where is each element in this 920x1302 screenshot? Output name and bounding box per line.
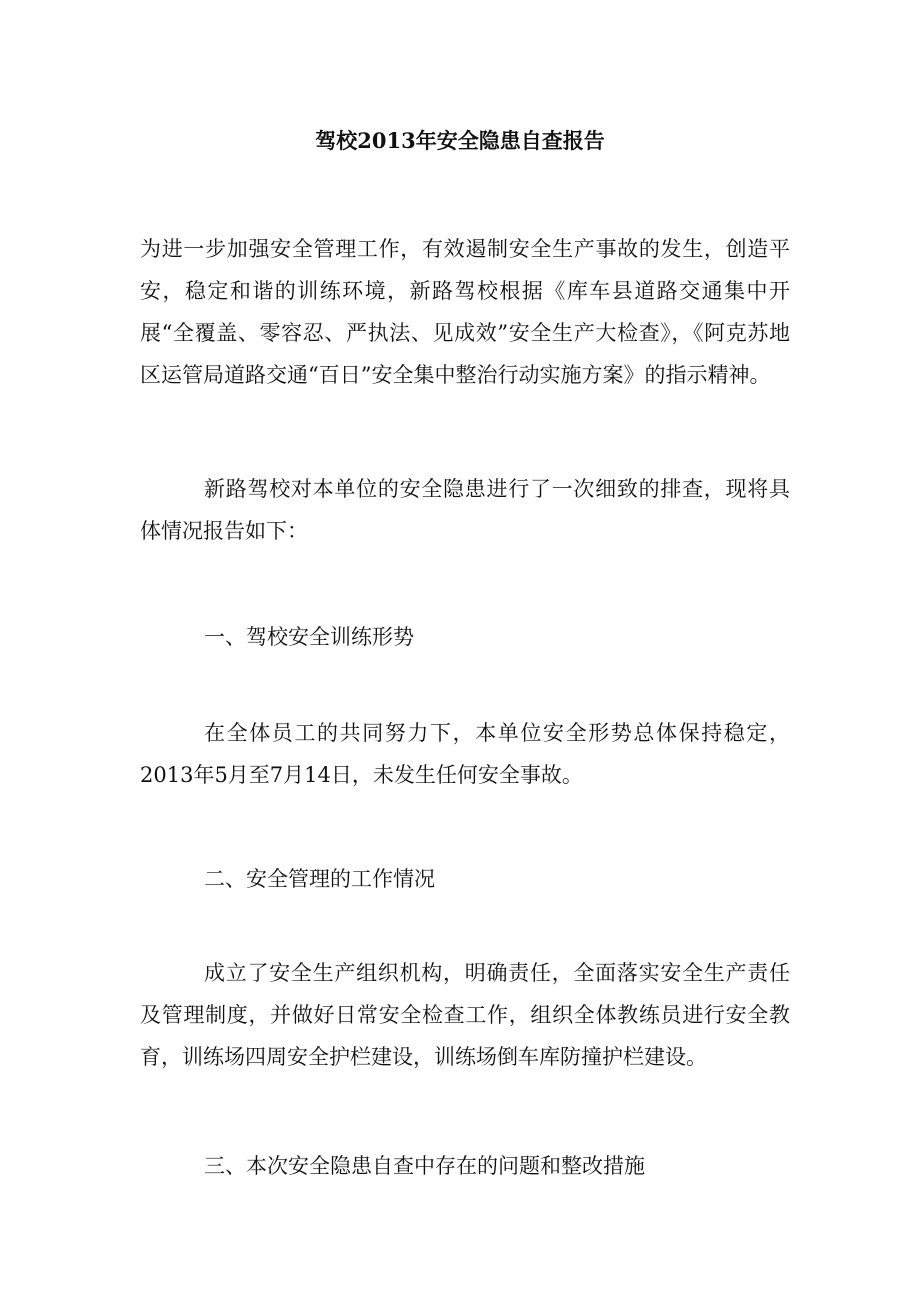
section-body-1: 在全体员工的共同努力下，本单位安全形势总体保持稳定，2013年5月至7月14日，未发生任何安全事故。	[140, 721, 790, 787]
section-body-2: 成立了安全生产组织机构，明确责任，全面落实安全生产责任及管理制度，并做好日常安全检查工作，组织全体教练员进行安全教育，训练场四周安全护栏建设，训练场倒车库防撞护栏建设。	[140, 961, 790, 1069]
section-heading-1: 一、驾校安全训练形势	[204, 625, 414, 649]
paragraph-intro: 为进一步加强安全管理工作，有效遏制安全生产事故的发生，创造平安，稳定和谐的训练环境，新路驾校根据《库车县道路交通集中开展“全覆盖、零容忍、严执法、见成效”安全生产大检查》，《阿克苏地区运管局道路交通“百日”安全集中整治行动实施方案》的指示精神。	[140, 237, 790, 387]
section-heading-3: 三、本次安全隐患自查中存在的问题和整改措施	[204, 1154, 645, 1178]
paragraph-overview: 新路驾校对本单位的安全隐患进行了一次细致的排查，现将具体情况报告如下：	[140, 477, 790, 543]
section-heading-2: 二、安全管理的工作情况	[204, 867, 435, 891]
document-title: 驾校2013年安全隐患自查报告	[315, 128, 605, 153]
